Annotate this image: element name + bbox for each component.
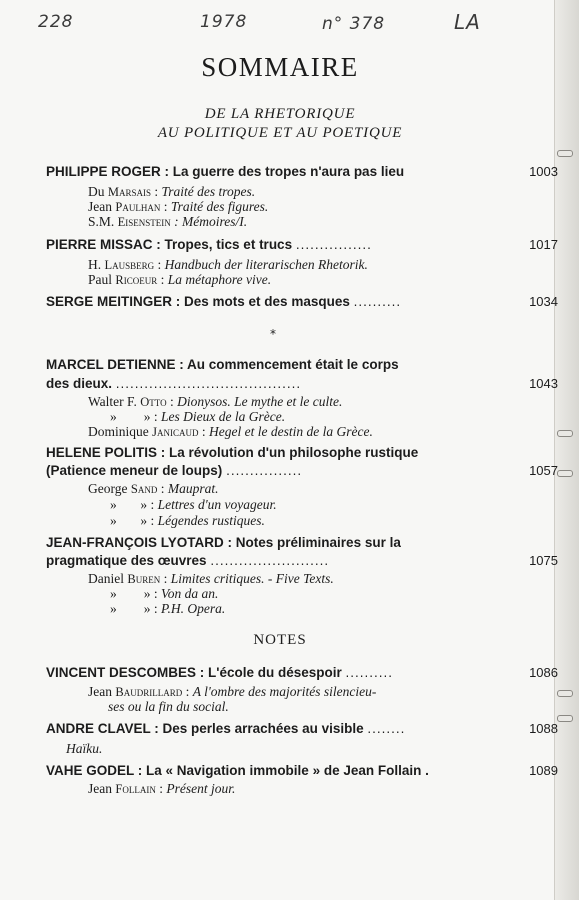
binding-stitch <box>557 715 573 722</box>
notes-heading: NOTES <box>253 632 307 648</box>
entry-page: 1017 <box>529 237 558 252</box>
handwritten-note-year: 1978 <box>200 12 248 32</box>
entry-title: Au commencement était le corps <box>187 357 399 372</box>
toc-entry <box>46 355 514 374</box>
toc-entry <box>46 719 558 738</box>
reference-line: H. Lausberg : Handbuch der literarischen Rhetorik. <box>88 257 368 272</box>
entry-author: HELENE POLITIS : <box>46 445 166 460</box>
entry-page: 1089 <box>529 763 558 778</box>
reference-line: S.M. Eisenstein : Mémoires/I. <box>88 214 248 229</box>
entry-page: 1088 <box>529 721 558 736</box>
handwritten-note-initials: LA <box>454 10 481 34</box>
entry-page: 1043 <box>529 376 558 391</box>
toc-entry <box>46 162 558 181</box>
section-subtitle-line1: DE LA RHETORIQUE <box>204 106 356 122</box>
toc-entry-continuation <box>46 551 558 570</box>
reference-line: » » : Lettres d'un voyageur. <box>110 497 277 512</box>
handwritten-note-number: 228 <box>38 12 74 32</box>
section-separator-asterisk: * <box>270 327 276 341</box>
entry-page: 1057 <box>529 463 558 478</box>
reference-line: Jean Baudrillard : A l'ombre des majorités silencieu- <box>88 684 377 699</box>
entry-title-cont: pragmatique des œuvres <box>46 553 207 568</box>
entry-leader-dots: .......... <box>353 294 402 309</box>
entry-leader-dots: ......................... <box>210 553 330 568</box>
reference-line: Haïku. <box>66 741 103 756</box>
toc-entry <box>46 235 558 254</box>
entry-author: PHILIPPE ROGER : <box>46 164 170 179</box>
reference-line: » » : P.H. Opera. <box>110 601 226 616</box>
entry-page: 1086 <box>529 665 558 680</box>
entry-title: La révolution d'un philosophe rustique <box>169 445 419 460</box>
entry-author: JEAN-FRANÇOIS LYOTARD : <box>46 535 233 550</box>
entry-title-cont: des dieux. <box>46 376 113 391</box>
entry-title-cont: (Patience meneur de loups) <box>46 463 223 478</box>
section-subtitle-line2: AU POLITIQUE ET AU POETIQUE <box>157 125 403 141</box>
reference-line: Jean Follain : Présent jour. <box>88 781 236 796</box>
reference-line-continuation: ses ou la fin du social. <box>108 699 229 714</box>
entry-leader-dots: ........ <box>367 721 406 736</box>
entry-author: VAHE GODEL : <box>46 763 143 778</box>
entry-title: L'école du désespoir <box>208 665 342 680</box>
reference-line: Jean Paulhan : Traité des figures. <box>88 199 269 214</box>
reference-line: Walter F. Otto : Dionysos. Le mythe et le culte. <box>88 394 343 409</box>
entry-author: MARCEL DETIENNE : <box>46 357 184 372</box>
reference-line: Du Marsais : Traité des tropes. <box>88 184 256 199</box>
entry-author: VINCENT DESCOMBES : <box>46 665 205 680</box>
toc-entry <box>46 533 514 552</box>
reference-line: Paul Ricoeur : La métaphore vive. <box>88 272 272 287</box>
reference-line: Dominique Janicaud : Hegel et le destin de la Grèce. <box>88 424 373 439</box>
entry-author: SERGE MEITINGER : <box>46 294 181 309</box>
entry-leader-dots: .......... <box>345 665 394 680</box>
binding-stitch <box>557 470 573 477</box>
toc-entry <box>46 443 514 462</box>
toc-entry <box>46 761 558 780</box>
page-title: SOMMAIRE <box>201 52 359 82</box>
entry-title: La guerre des tropes n'aura pas lieu <box>172 164 405 179</box>
reference-line: » » : Von da an. <box>110 586 219 601</box>
entry-title: La « Navigation immobile » de Jean Follain . <box>146 763 429 778</box>
entry-leader-dots: ................ <box>295 237 372 252</box>
entry-author: PIERRE MISSAC : <box>46 237 161 252</box>
reference-line: Daniel Buren : Limites critiques. - Five Texts. <box>88 571 334 586</box>
entry-title: Des perles arrachées au visible <box>162 721 364 736</box>
binding-stitch <box>557 150 573 157</box>
entry-title: Tropes, tics et trucs <box>164 237 293 252</box>
toc-entry-continuation <box>46 374 558 393</box>
entry-author: ANDRE CLAVEL : <box>46 721 159 736</box>
reference-line: » » : Légendes rustiques. <box>110 513 265 528</box>
binding-stitch <box>557 690 573 697</box>
entry-title: Notes préliminaires sur la <box>235 535 401 550</box>
toc-entry-continuation <box>46 461 558 480</box>
reference-line: George Sand : Mauprat. <box>88 481 219 496</box>
entry-page: 1075 <box>529 553 558 568</box>
entry-page: 1034 <box>529 294 558 309</box>
toc-entry <box>46 292 558 311</box>
entry-page: 1003 <box>529 164 558 179</box>
reference-line: » » : Les Dieux de la Grèce. <box>110 409 286 424</box>
entry-title: Des mots et des masques <box>184 294 350 309</box>
toc-entry <box>46 663 558 682</box>
entry-leader-dots: ................ <box>226 463 303 478</box>
binding-stitch <box>557 430 573 437</box>
handwritten-note-issue: n° 378 <box>322 14 386 34</box>
entry-leader-dots: ....................................... <box>115 376 302 391</box>
